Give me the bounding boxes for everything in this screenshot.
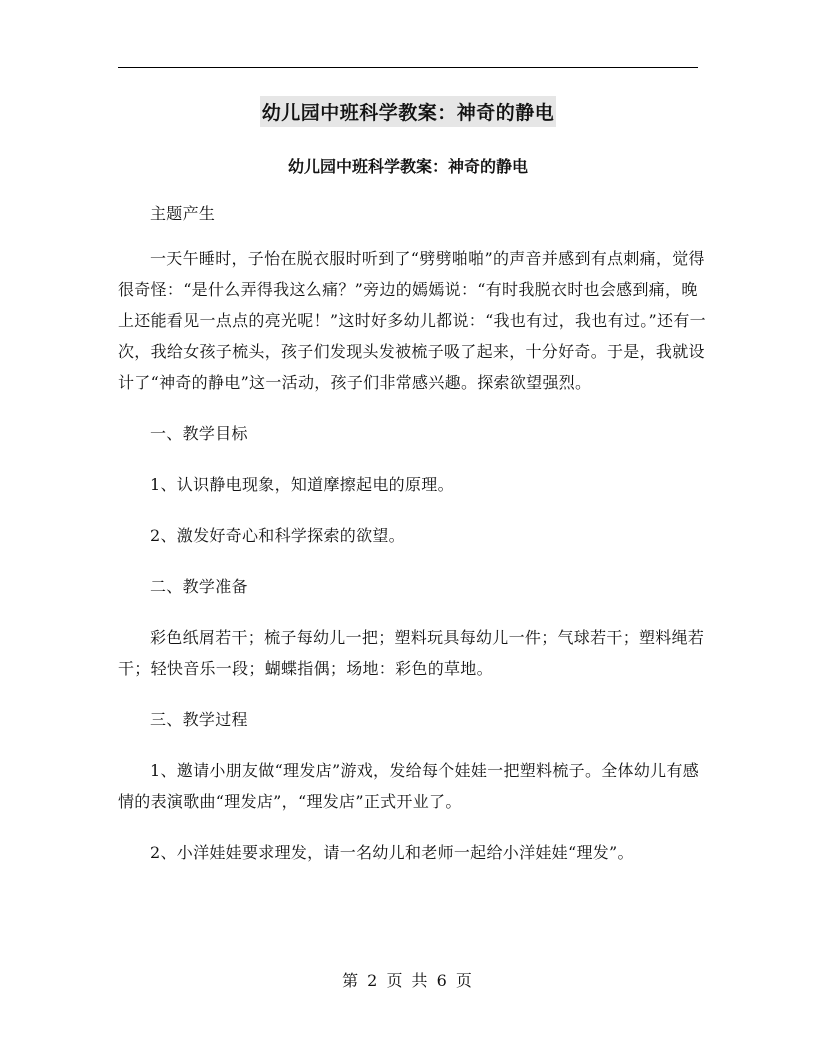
- document-title-wrapper: [0, 96, 816, 127]
- page-footer: 第 2 页 共 6 页: [342, 971, 474, 990]
- goal-item-1: 1、认识静电现象，知道摩擦起电的原理。: [150, 475, 454, 494]
- document-body: [118, 198, 710, 868]
- paragraph-preparation: 彩色纸屑若干；梳子每幼儿一把；塑料玩具每幼儿一件；气球若干；塑料绳若干；轻快音乐一段；蝴蝶指偶；场地：彩色的草地。: [118, 628, 705, 678]
- document-title: 幼儿园中班科学教案：神奇的静电: [260, 96, 557, 127]
- header-rule: [118, 67, 698, 68]
- process-step-1: 1、邀请小朋友做“理发店”游戏，发给每个娃娃一把塑料梳子。全体幼儿有感情的表演歌曲“理发店”，“理发店”正式开业了。: [118, 761, 700, 811]
- section-heading-preparation: 二、教学准备: [150, 577, 248, 596]
- goal-item-2: 2、激发好奇心和科学探索的欲望。: [150, 526, 405, 545]
- section-heading-process: 三、教学过程: [150, 710, 248, 729]
- paragraph-origin-story: 一天午睡时，子怡在脱衣服时听到了“劈劈啪啪”的声音并感到有点刺痛，觉得很奇怪：“是什么弄得我这么痛？”旁边的嫣嫣说：“有时我脱衣时也会感到痛，晚上还能看见一点点的亮光呢！”这时好多幼儿都说：“我也有过，我也有过。”还有一次，我给女孩子梳头，孩子们发现头发被梳子吸了起来，十分好奇。于是，我就设计了“神奇的静电”这一活动，孩子们非常感兴趣。探索欲望强烈。: [118, 249, 706, 392]
- section-heading-origin: 主题产生: [150, 204, 216, 223]
- document-subtitle: 幼儿园中班科学教案：神奇的静电: [287, 157, 528, 176]
- process-step-2: 2、小洋娃娃要求理发，请一名幼儿和老师一起给小洋娃娃“理发”。: [150, 843, 634, 862]
- section-heading-goals: 一、教学目标: [150, 424, 248, 443]
